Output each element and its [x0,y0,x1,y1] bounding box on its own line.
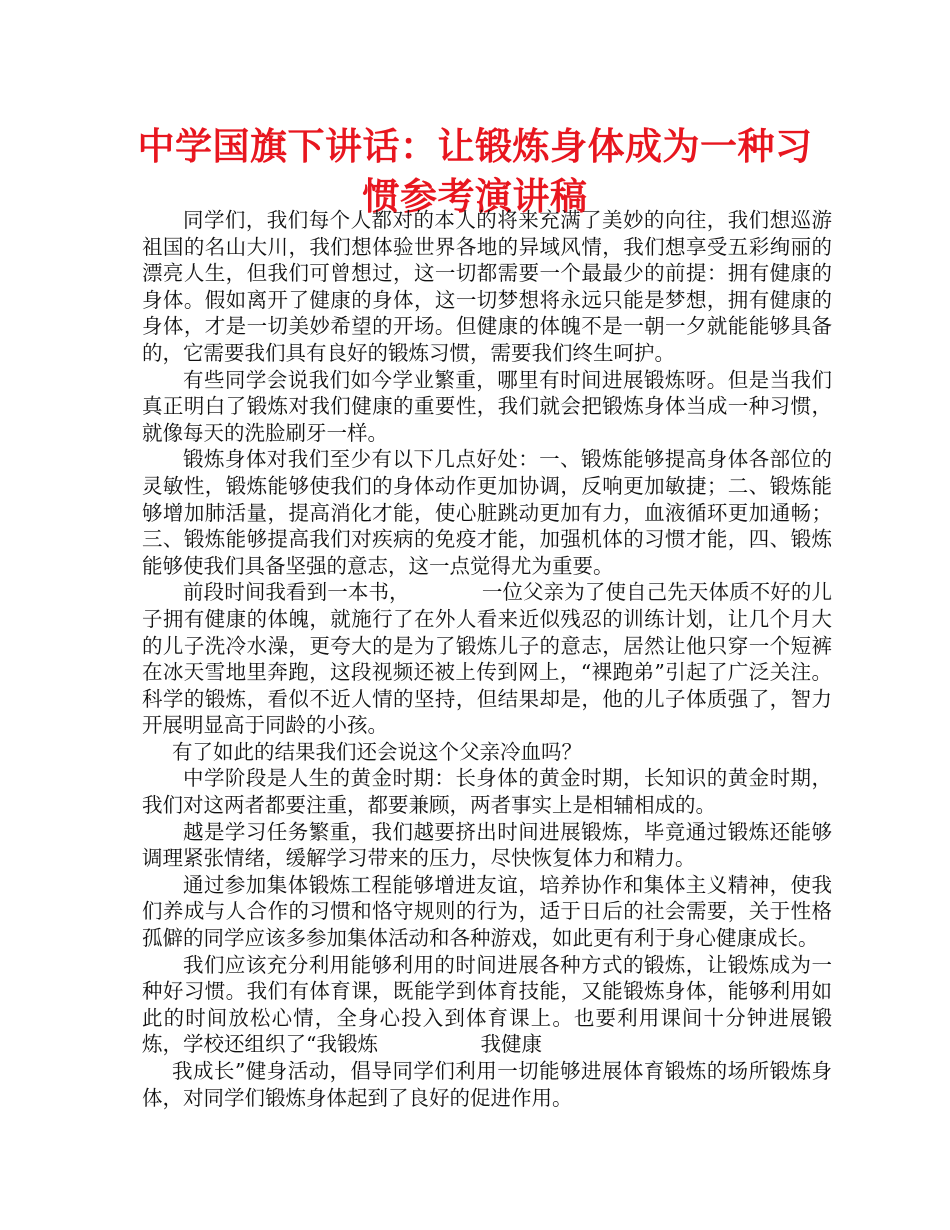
paragraph: 锻炼身体对我们至少有以下几点好处：一、锻炼能够提高身体各部位的灵敏性，锻炼能够使我们的身体动作更加协调，反响更加敏捷；二、锻炼能够增加肺活量，提高消化才能，使心脏跳动更加有力，血液循环更加通畅；三、锻炼能够提高我们对疾病的免疫才能，加强机体的习惯才能，四、锻炼能够使我们具备坚强的意志，这一点觉得尤为重要。 [142,447,832,578]
paragraph: 有了如此的结果我们还会说这个父亲冷血吗？ [172,739,582,764]
document-title: 中学国旗下讲话：让锻炼身体成为一种习惯参考演讲稿 [137,125,813,218]
paragraph: 有些同学会说我们如今学业繁重，哪里有时间进展锻炼呀。但是当我们真正明白了锻炼对我们健康的重要性，我们就会把锻炼身体当成一种习惯，就像每天的洗脸刷牙一样。 [142,367,832,445]
document-body [142,207,832,1111]
paragraph: 同学们，我们每个人都对的本人的将来充满了美妙的向往，我们想巡游祖国的名山大川，我们想体验世界各地的异域风情，我们想享受五彩绚丽的漂亮人生，但我们可曾想过，这一切都需要一个最最少的前提：拥有健康的身体。假如离开了健康的身体，这一切梦想将永远只能是梦想，拥有健康的身体，才是一切美妙希望的开场。但健康的体魄不是一朝一夕就能能够具备的，它需要我们具有良好的锻炼习惯，需要我们终生呵护。 [142,208,832,365]
paragraph: 通过参加集体锻炼工程能够增进友谊，培养协作和集体主义精神，使我们养成与人合作的习惯和恪守规则的行为，适于日后的社会需要，关于性格孤僻的同学应该多参加集体活动和各种游戏，如此更有利于身心健康成长。 [142,872,832,951]
paragraph: 中学阶段是人生的黄金时期：长身体的黄金时期，长知识的黄金时期，我们对这两者都要注重，都要兼顾，两者事实上是相辅相成的。 [142,766,832,818]
paragraph: 我成长”健身活动，倡导同学们利用一切能够进展体育锻炼的场所锻炼身体，对同学们锻炼身体起到了良好的促进作用。 [142,1059,832,1110]
paragraph: 越是学习任务繁重，我们越要挤出时间进展锻炼，毕竟通过锻炼还能够调理紧张情绪，缓解学习带来的压力，尽快恢复体力和精力。 [142,819,832,871]
paragraph: 前段时间我看到一本书， 一位父亲为了使自己先天体质不好的儿子拥有健康的体魄，就施行了在外人看来近似残忍的训练计划，让几个月大的儿子洗冷水澡，更夸大的是为了锻炼儿子的意志，居然让他只穿一个短裤在冰天雪地里奔跑，这段视频还被上传到网上，“裸跑弟”引起了广泛关注。科学的锻炼，看似不近人情的坚持，但结果却是，他的儿子体质强了，智力开展明显高于同龄的小孩。 [142,580,832,738]
paragraph: 我们应该充分利用能够利用的时间进展各种方式的锻炼，让锻炼成为一种好习惯。我们有体育课，既能学到体育技能，又能锻炼身体，能够利用如此的时间放松心情，全身心投入到体育课上。也要利用课间十分钟进展锻炼，学校还组织了“我锻炼 我健康 [142,952,832,1057]
